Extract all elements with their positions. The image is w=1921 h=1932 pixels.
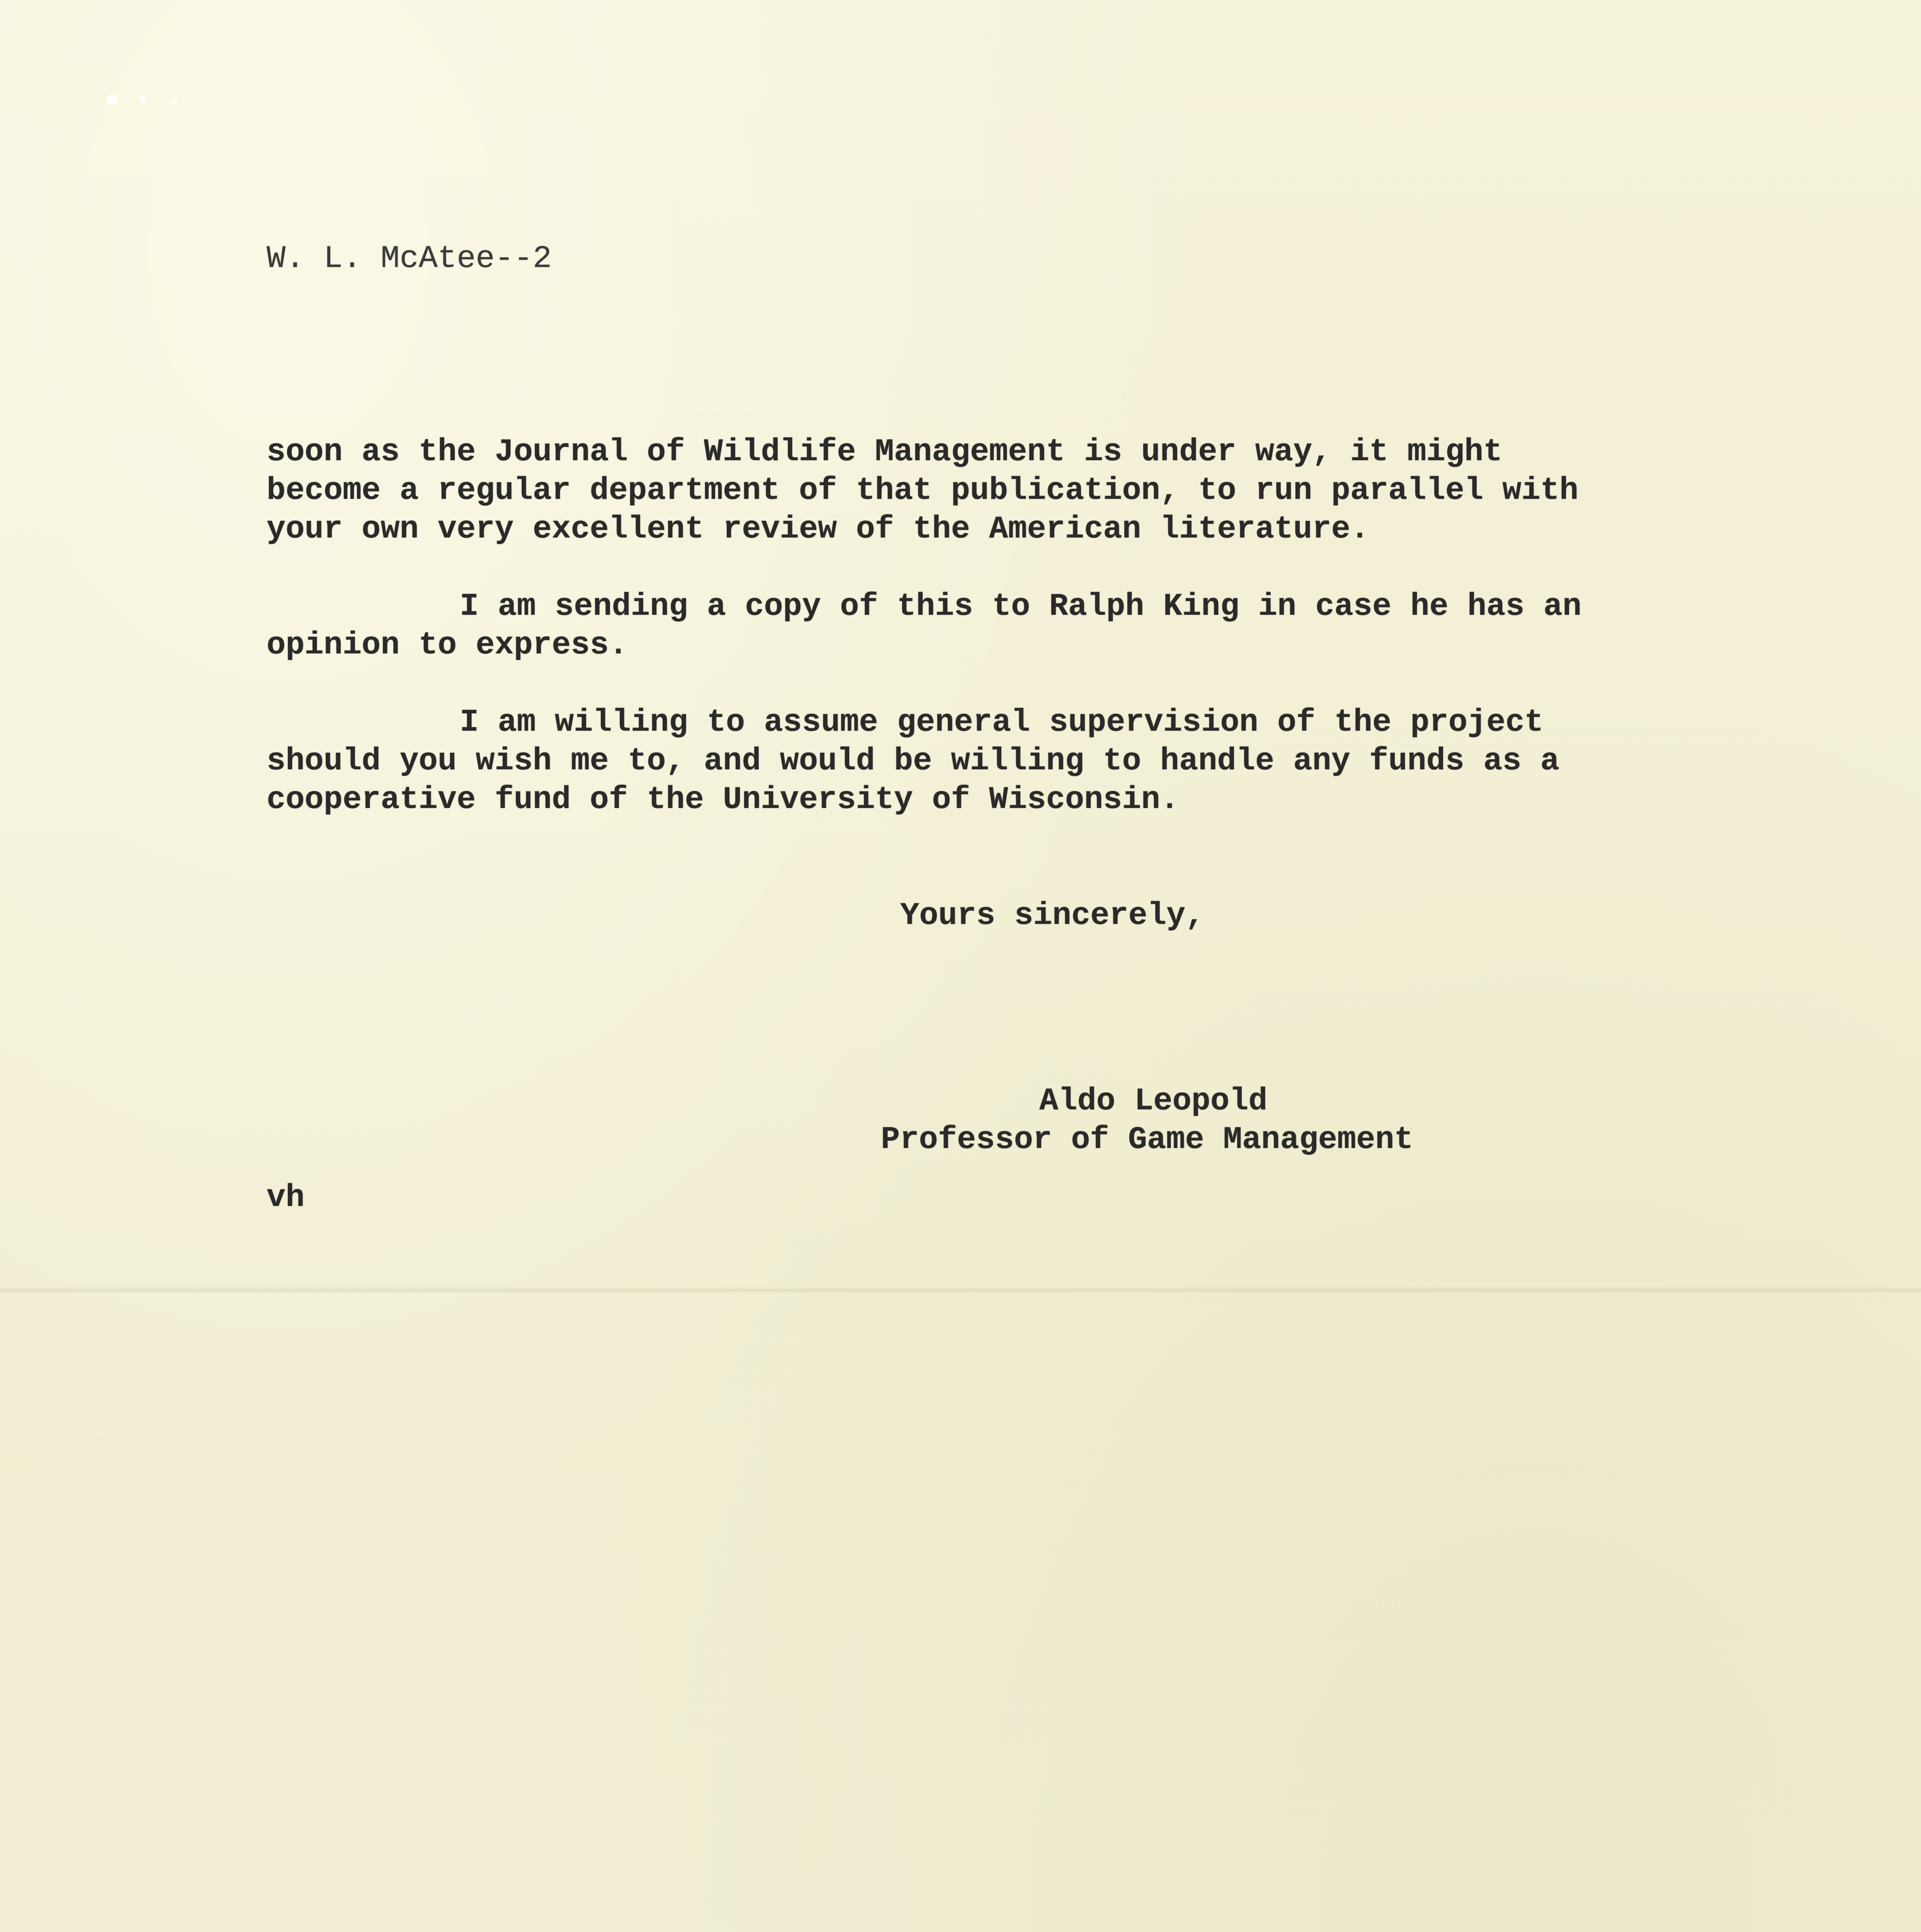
paragraph-3-line-2: should you wish me to, and would be willing to handle any funds as a — [267, 743, 1560, 779]
paragraph-1-line-2: become a regular department of that publication, to run parallel with — [267, 473, 1579, 509]
paragraph-2-line-1: I am sending a copy of this to Ralph King in case he has an — [460, 588, 1582, 624]
paragraph-1-line-3: your own very excellent review of the American literature. — [267, 511, 1370, 547]
paragraph-1-line-1: soon as the Journal of Wildlife Management is under way, it might — [267, 434, 1503, 470]
paragraph-3-line-1: I am willing to assume general supervision of the project — [460, 704, 1544, 740]
paragraph-3-line-3: cooperative fund of the University of Wisconsin. — [267, 782, 1179, 818]
paper-fold-line — [0, 1287, 1921, 1294]
page-header: W. L. McAtee--2 — [267, 241, 552, 277]
paper-speck — [97, 89, 212, 112]
signature-title: Professor of Game Management — [881, 1122, 1413, 1158]
closing-salutation: Yours sincerely, — [900, 898, 1205, 934]
signature-name: Aldo Leopold — [1039, 1083, 1268, 1119]
typist-initials: vh — [267, 1180, 305, 1216]
paragraph-2-line-2: opinion to express. — [267, 627, 628, 663]
